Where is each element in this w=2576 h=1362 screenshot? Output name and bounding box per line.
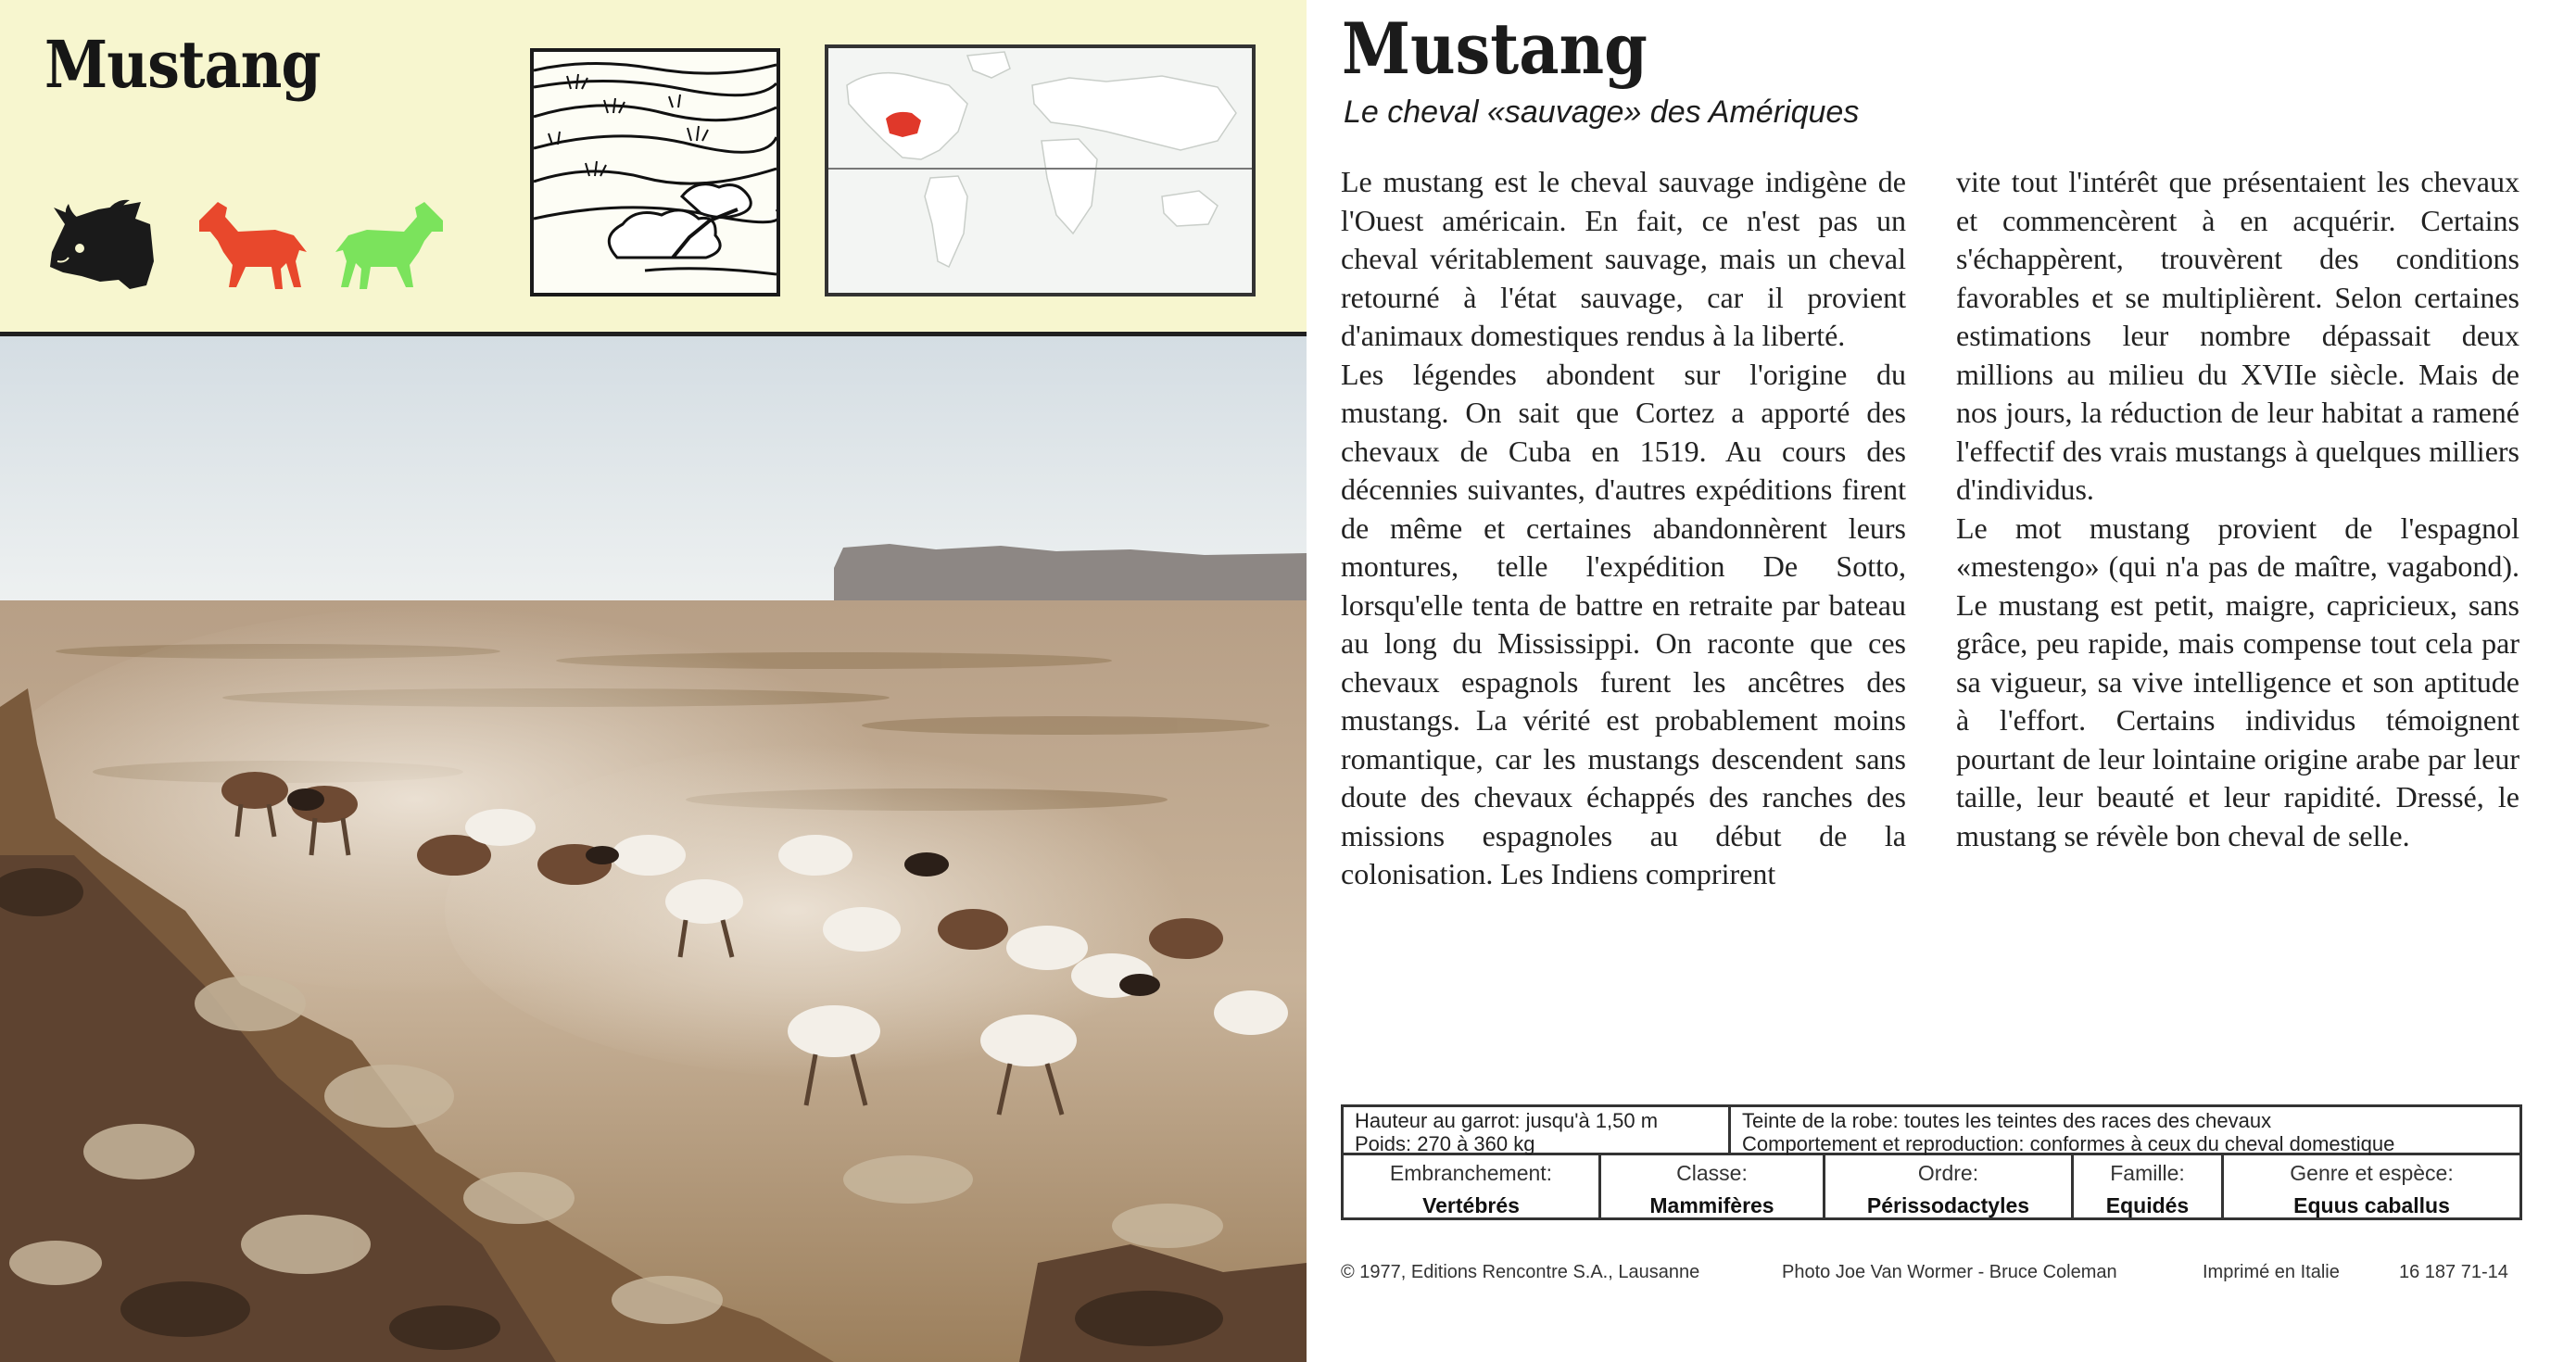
- classification-class: [1601, 1155, 1825, 1220]
- right-card: [1307, 0, 2576, 1362]
- page-title: Mustang: [1342, 7, 1648, 90]
- habitat-illustration: [530, 48, 780, 296]
- height-fact: Hauteur au garrot: jusqu'à 1,50 m: [1355, 1109, 1659, 1132]
- paragraph: Le mot mustang provient de l'espagnol «mestengo» (qui n'a pas de maître, vagabond). Le mustang est petit, maigre, capricieux, sans grâce, peu rapide, mais compense tout cela par sa vigueur, sa vive intelligence et son aptitude à l'effort. Certains individus témoignent pourtant de leur lointaine origine arabe par leur taille, leur beauté et leur rapidité. Dressé, le mustang se révèle bon cheval de selle.: [1956, 511, 2519, 852]
- coat-fact: Teinte de la robe: toutes les teintes des races des chevaux: [1742, 1109, 2272, 1132]
- paragraph: vite tout l'intérêt que présentaient les chevaux et commencèrent à en acquérir. Certains s'échappèrent, trouvèrent des conditions favorables et se multiplièrent. Selon certaines estimations leur nombre dépassait deux millions au milieu du XVIIe siècle. Mais de nos jours, la réduction de leur habitat a ramené l'effectif des vrais mustangs à quelques milliers d'individus.: [1956, 165, 2519, 506]
- facts-top-row: [1344, 1107, 2519, 1155]
- facts-table: [1341, 1104, 2522, 1220]
- classification-value: Equidés: [2105, 1193, 2190, 1217]
- classification-species: [2224, 1155, 2519, 1220]
- classification-label: Ordre:: [1917, 1161, 1979, 1185]
- classification-value: Mammifères: [1649, 1193, 1774, 1217]
- behaviour-fact: Comportement et reproduction: conformes à ceux du cheval domestique: [1742, 1132, 2395, 1155]
- distribution-map: [825, 44, 1256, 296]
- classification-label: Classe:: [1676, 1161, 1748, 1185]
- copyright-text: © 1977, Editions Rencontre S.A., Lausanne: [1341, 1262, 1700, 1282]
- photo-credit: Photo Joe Van Wormer - Bruce Coleman: [1782, 1262, 2117, 1282]
- text-column-1: [1341, 163, 1906, 894]
- page-subtitle: Le cheval «sauvage» des Amériques: [1344, 95, 1860, 130]
- card-code: 16 187 71-14: [2399, 1262, 2508, 1282]
- classification-label: Genre et espèce:: [2290, 1161, 2454, 1185]
- paragraph: Les légendes abondent sur l'origine du mustang. On sait que Cortez a apporté des chevaux de Cuba en 1519. Au cours des décennies suivantes, d'autres expéditions firent de même et certaines abandonnèrent leurs montures, telle l'expédition De Sotto, lorsqu'elle tenta de battre en retraite par bateau au long du Mississippi. On raconte que ces chevaux espagnols furent les ancêtres des mustangs. La vérité est probablement moins romantique, car les mustangs descendent sans doute des chevaux échappés des ranches des missions espagnoles au début de la colonisation. Les Indiens comprirent: [1341, 357, 1906, 890]
- card-header: [0, 0, 1307, 336]
- classification-label: Famille:: [2110, 1161, 2185, 1185]
- classification-phylum: [1344, 1155, 1601, 1220]
- classification-value: Périssodactyles: [1866, 1193, 2030, 1217]
- text-column-2: [1956, 163, 2519, 855]
- coat-facts: [1731, 1107, 2522, 1153]
- green-horse-icon: [332, 195, 452, 295]
- card-footer: [1341, 1262, 2536, 1290]
- printed-in: Imprimé en Italie: [2203, 1262, 2340, 1282]
- paragraph: Le mustang est le cheval sauvage indigène de l'Ouest américain. En fait, ce n'est pas un cheval véritablement sauvage, mais un cheval retourné à l'état sauvage, car il provient d'animaux domestiques rendus à la liberté.: [1341, 165, 1906, 352]
- bull-head-icon: [44, 196, 159, 293]
- classification-order: [1825, 1155, 2074, 1220]
- weight-fact: Poids: 270 à 360 kg: [1355, 1132, 1535, 1155]
- classification-family: [2074, 1155, 2224, 1220]
- classification-value: Vertébrés: [1422, 1193, 1520, 1217]
- size-facts: [1344, 1107, 1731, 1153]
- card-title: Mustang: [44, 26, 321, 103]
- mustang-herd-photo: [0, 336, 1307, 1362]
- classification-label: Embranchement:: [1389, 1161, 1553, 1185]
- classification-value: Equus caballus: [2293, 1193, 2450, 1217]
- red-horse-icon: [190, 195, 310, 295]
